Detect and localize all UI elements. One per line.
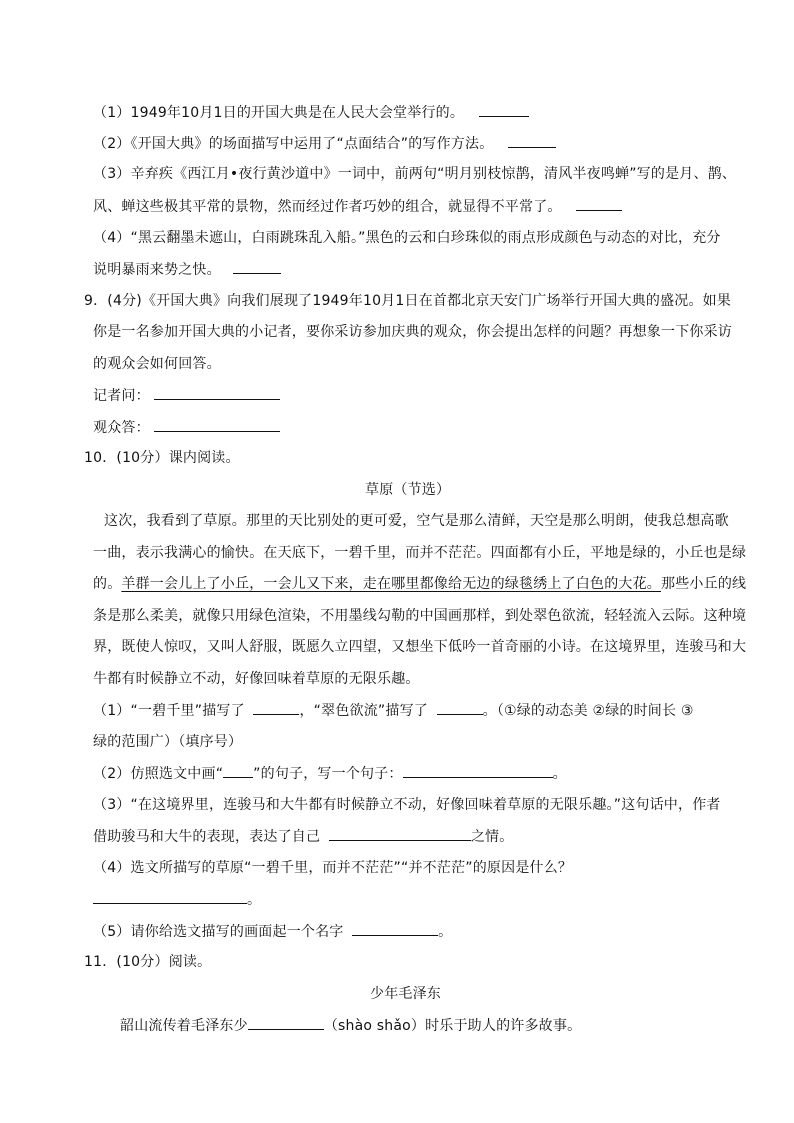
- q10-question-5: （5）请你给选文描写的画面起一个名字 。: [93, 921, 452, 942]
- q9-audience: 观众答：: [93, 417, 280, 438]
- q10-passage-line2: 一曲，表示我满心的愉快。在天底下，一碧千里，而并不茫茫。四面都有小丘，平地是绿的，小丘也是绿: [93, 545, 747, 561]
- q9-reporter: 记者问：: [93, 385, 280, 406]
- q9-line2: 你是一名参加开国大典的小记者，要你采访参加庆典的观众，你会提出怎样的问题？再想象一下你采访: [93, 324, 732, 340]
- q8-item-2: （2）《开国大典》的场面描写中运用了“点面结合”的写作方法。: [93, 133, 556, 154]
- q10-passage-line1: 这次，我看到了草原。那里的天比别处的更可爱，空气是那么清鲜，天空是那么明朗，使我总想高歌: [104, 513, 729, 529]
- answer-blank[interactable]: [352, 921, 438, 936]
- q8-item-1: （1）1949年10月1日的开国大典是在人民大会堂举行的。: [93, 102, 529, 123]
- q8-item-4-line2: 说明暴雨来势之快。: [93, 259, 281, 280]
- q10-question-2: （2）仿照选文中画“ ”的句子，写一个句子： 。: [93, 763, 567, 784]
- answer-blank[interactable]: [329, 826, 471, 841]
- q10-question-4: （4）选文所描写的草原“一碧千里，而并不茫茫”“并不茫茫”的原因是什么？: [93, 860, 573, 876]
- q10-passage-line3: 的。羊群一会儿上了小丘，一会儿又下来，走在哪里都像给无边的绿毯绣上了白色的大花。那些小丘的线: [93, 576, 747, 592]
- q10-question-1: （1）“一碧千里”描写了 ，“翠色欲流”描写了 。（①绿的动态美 ②绿的时间长 ③: [93, 700, 694, 721]
- audience-answer-blank[interactable]: [154, 417, 280, 432]
- q9-line1: 9．(4分)《开国大典》向我们展现了1949年10月1日在首都北京天安门广场举行开国大典的盛况。如果: [84, 293, 732, 309]
- answer-blank[interactable]: [576, 196, 622, 211]
- answer-blank[interactable]: [403, 763, 553, 778]
- underline-sample: [223, 763, 253, 778]
- q10-passage-line5: 界，既使人惊叹，又叫人舒服，既愿久立四望，又想坐下低吟一首奇丽的小诗。在这境界里，连骏马和大: [93, 639, 747, 655]
- answer-blank[interactable]: [93, 889, 247, 904]
- q8-item-4-line1: （4）“黑云翻墨未遮山，白雨跳珠乱入船。”黑色的云和白珍珠似的雨点形成颜色与动态的对比，充分: [93, 230, 721, 246]
- answer-blank[interactable]: [253, 700, 299, 715]
- q10-passage-line4: 条是那么柔美，就像只用绿色渲染，不用墨线勾勒的中国画那样，到处翠色欲流，轻轻流入云际。这种境: [93, 608, 747, 624]
- q8-item-3-line1: （3）辛弃疾《西江月•夜行黄沙道中》一词中，前两句“明月别枝惊鹊，清风半夜鸣蝉”写的是月、鹊、: [93, 166, 737, 182]
- q10-question-4-answer: 。: [93, 889, 261, 910]
- q11-heading: 11．(10分）阅读。: [84, 954, 212, 970]
- q10-passage-line6: 牛都有时候静立不动，好像回味着草原的无限乐趣。: [93, 671, 420, 687]
- answer-blank[interactable]: [437, 700, 483, 715]
- q10-question-3-line2: 借助骏马和大牛的表现，表达了自己 之情。: [93, 826, 513, 847]
- answer-blank[interactable]: [508, 133, 556, 148]
- answer-blank[interactable]: [233, 259, 281, 274]
- underlined-sentence: 羊群一会儿上了小丘，一会儿又下来，走在哪里都像给无边的绿毯绣上了白色的大花。: [121, 576, 662, 592]
- answer-blank[interactable]: [248, 1015, 324, 1030]
- q9-line3: 的观众会如何回答。: [93, 356, 221, 372]
- q10-heading: 10．(10分）课内阅读。: [84, 450, 240, 466]
- q10-question-3-line1: （3）“在这境界里，连骏马和大牛都有时候静立不动，好像回味着草原的无限乐趣。”这句话中，作者: [93, 797, 721, 813]
- q8-item-3-line2: 风、蝉这些极其平常的景物，然而经过作者巧妙的组合，就显得不平常了。: [93, 196, 622, 217]
- q10-question-1-options: 绿的范围广）（填序号）: [93, 734, 243, 750]
- answer-blank[interactable]: [479, 102, 529, 117]
- reporter-answer-blank[interactable]: [154, 385, 280, 400]
- q11-passage-title: 少年毛泽东: [370, 986, 441, 1002]
- q10-passage-title: 草原（节选）: [365, 482, 451, 498]
- q11-passage-line1: 韶山流传着毛泽东少 （shào shǎo）时乐于助人的许多故事。: [120, 1015, 581, 1036]
